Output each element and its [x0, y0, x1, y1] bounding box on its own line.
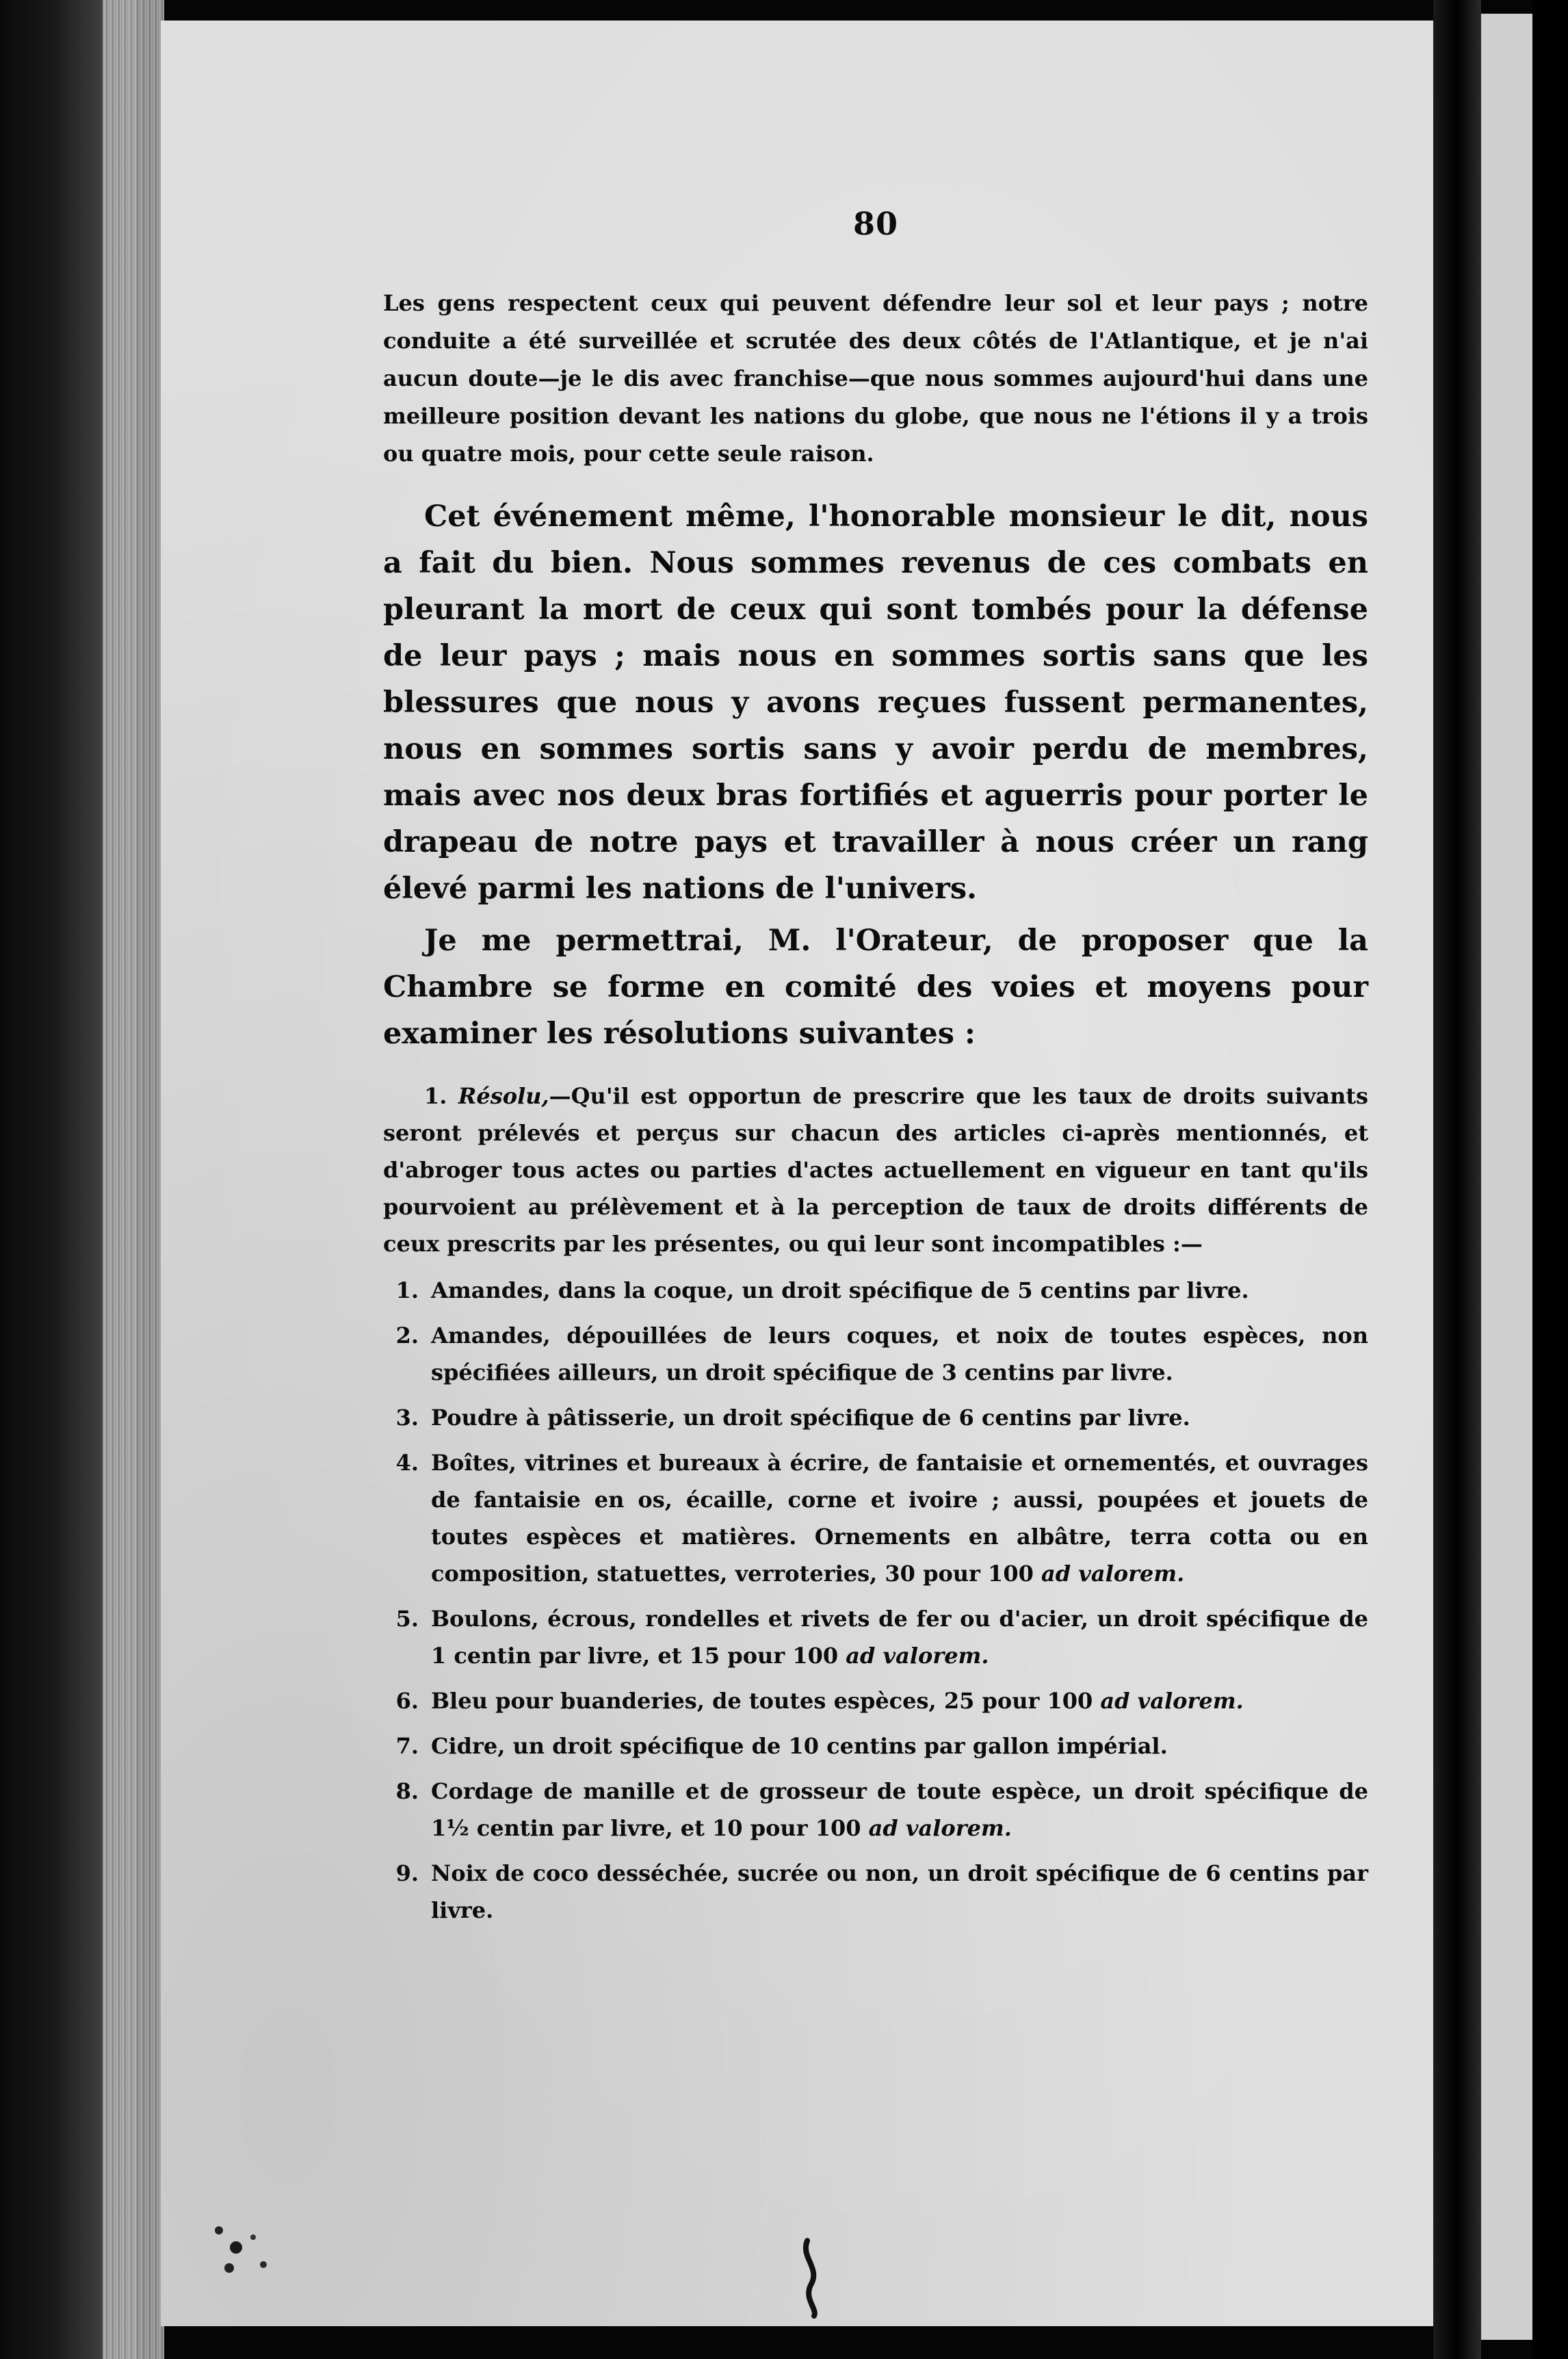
item-body: Bleu pour buanderies, de toutes espèces, 25 pour 100 — [431, 1688, 1101, 1714]
item-body: Amandes, dépouillées de leurs coques, et noix de toutes espèces, non spécifiées ailleurs, un droit spécifique de 3 centins par livre. — [431, 1322, 1368, 1385]
item-text — [431, 1728, 1368, 1764]
list-item — [383, 1399, 1368, 1436]
item-body: Poudre à pâtisserie, un droit spécifique de 6 centins par livre. — [431, 1405, 1190, 1431]
gutter-shadow — [1433, 0, 1481, 2359]
item-body: Cordage de manille et de grosseur de toute espèce, un droit spécifique de 1½ centin par livre, et 10 pour 100 — [431, 1778, 1368, 1841]
item-number: 3. — [395, 1405, 419, 1431]
item-number: 6. — [395, 1688, 419, 1714]
item-text — [431, 1600, 1368, 1674]
list-item — [383, 1773, 1368, 1847]
item-number: 1. — [395, 1277, 419, 1303]
page-number: 80 — [852, 205, 898, 242]
item-number: 8. — [395, 1778, 419, 1804]
item-text — [431, 1399, 1368, 1436]
item-number: 7. — [395, 1733, 419, 1759]
item-italic: ad valorem. — [1041, 1561, 1185, 1587]
item-number: 2. — [395, 1322, 419, 1348]
item-text — [431, 1444, 1368, 1592]
facing-page-edge — [1481, 14, 1532, 2340]
item-text — [431, 1773, 1368, 1847]
item-number: 5. — [395, 1606, 419, 1632]
item-italic: ad valorem. — [846, 1643, 989, 1669]
resolution-lead: Résolu, — [458, 1083, 549, 1109]
paragraph-speech: Cet événement même, l'honorable monsieur le dit, nous a fait du bien. Nous sommes revenus de ces combats en pleurant la mort de ceux qui sont tombés pour la défense de leur pays ; mais nous en sommes sortis sans que les blessures que nous y avons reçues fussent permanentes, nous en sommes sortis sans y avoir perdu de membres, mais avec nos deux bras fortifiés et aguerris pour porter le drapeau de notre pays et travailler à nous créer un rang élevé parmi les nations de l'univers. — [383, 499, 1368, 906]
tariff-item-list — [383, 1272, 1368, 1929]
scan-border-right — [1532, 0, 1568, 2359]
list-item — [383, 1444, 1368, 1592]
list-item — [383, 1682, 1368, 1719]
item-body: Amandes, dans la coque, un droit spécifique de 5 centins par livre. — [431, 1277, 1249, 1303]
resolution-paragraph — [383, 1078, 1368, 1262]
list-item — [383, 1600, 1368, 1674]
item-italic: ad valorem. — [868, 1815, 1012, 1841]
item-italic: ad valorem. — [1100, 1688, 1244, 1714]
page-content — [383, 205, 1368, 1937]
item-text — [431, 1855, 1368, 1929]
list-item — [383, 1272, 1368, 1309]
item-number: 4. — [395, 1450, 419, 1476]
list-item — [383, 1317, 1368, 1391]
item-body: Boulons, écrous, rondelles et rivets de fer ou d'acier, un droit spécifique de 1 centin par livre, et 15 pour 100 — [431, 1606, 1368, 1669]
item-text — [431, 1272, 1368, 1309]
item-text — [431, 1682, 1368, 1719]
scan-ink-mark — [794, 2237, 835, 2319]
paragraph-quote: Les gens respectent ceux qui peuvent défendre leur sol et leur pays ; notre conduite a été surveillée et scrutée des deux côtés de l'Atlantique, et je n'ai aucun doute—je le dis avec franchise—que nous sommes aujourd'hui dans une meilleure position devant les nations du globe, que nous ne l'étions il y a trois ou quatre mois, pour cette seule raison. — [383, 290, 1368, 467]
item-body: Boîtes, vitrines et bureaux à écrire, de fantaisie et ornementés, et ouvrages de fantaisie en os, écaille, corne et ivoire ; aussi, poupées et jouets de toutes espèces et matières. Ornements en albâtre, terra cotta ou en composition, statuettes, verroteries, 30 pour 100 — [431, 1450, 1368, 1587]
scan-speck-marks — [205, 2210, 287, 2292]
list-item — [383, 1855, 1368, 1929]
resolution-number: 1. — [424, 1083, 447, 1109]
resolution-text: —Qu'il est opportun de prescrire que les taux de droits suivants seront prélevés et perçus sur chacun des articles ci-après mentionnés, et d'abroger tous actes ou parties d'actes actuellement en vigueur en tant qu'ils pourvoient au prélèvement et à la perception de taux de droits différents de ceux prescrits par les présentes, ou qui leur sont incompatibles :— — [383, 1083, 1369, 1257]
item-number: 9. — [395, 1860, 419, 1886]
item-body: Cidre, un droit spécifique de 10 centins par gallon impérial. — [431, 1733, 1168, 1759]
item-body: Noix de coco desséchée, sucrée ou non, un droit spécifique de 6 centins par livre. — [431, 1860, 1368, 1923]
paragraph-motion: Je me permettrai, M. l'Orateur, de proposer que la Chambre se forme en comité des voies et moyens pour examiner les résolutions suivantes : — [383, 924, 1368, 1051]
list-item — [383, 1728, 1368, 1764]
book-page-stack — [103, 0, 164, 2359]
item-text — [431, 1317, 1368, 1391]
